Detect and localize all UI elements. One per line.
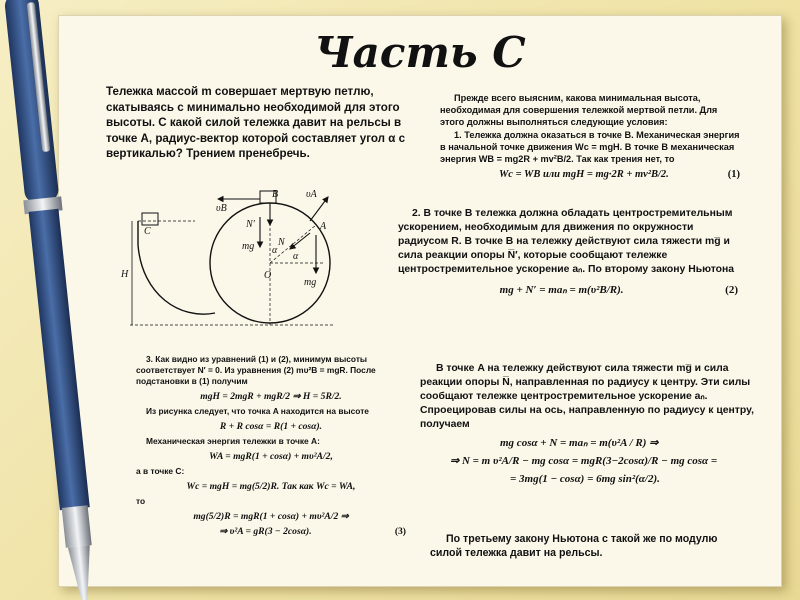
slide-title: Часть С	[314, 28, 526, 77]
step-3-eq-6	[136, 526, 406, 537]
label-normal-b: N′	[246, 219, 255, 230]
step-4-text: В точке A на тележку действуют сила тяжести mg̅ и сила реакции опоры N̅, направленная по радиусу к центру. Эти силы сообщают тележке центростремительное ускорение aₙ. Спроецировав силы на ось, направленную по радиусу к центру, получаем	[420, 363, 754, 430]
step-3-eq-3: WA = mgR(1 + cosα) + mυ²A/2,	[209, 451, 333, 462]
step-3-eq-1: mgH = 2mgR + mgR/2 ⇒ H = 5R/2.	[200, 391, 342, 402]
equation-1	[440, 169, 740, 181]
label-h: H	[121, 269, 129, 280]
pen-barrel	[29, 209, 90, 510]
step-3-text-1: 3. Как видно из уравнений (1) и (2), минимум высоты соответствует N′ = 0. Из уравнения (2) mυ²B = mgR. После подстановки в (1) получим	[136, 354, 376, 386]
step-3-text-4: а в точке C:	[136, 466, 185, 476]
label-angle-1: α	[272, 245, 278, 256]
equation-2	[398, 283, 738, 297]
step-3-eq-2: R + R cosα = R(1 + cosα).	[219, 421, 323, 432]
label-vel-a: υA	[306, 189, 317, 200]
pen-grip	[62, 505, 92, 547]
solution-intro: Прежде всего выясним, какова минимальная высота, необходимая для совершения тележкой мертвой петли. Для этого должны выполняться следующие условия:	[440, 93, 718, 128]
label-weight-b: mg	[242, 241, 255, 252]
normal-a-arrow	[290, 233, 310, 249]
step-4-eq-3: = 3mg(1 − cosα) = 6mg sin²(α/2).	[510, 473, 660, 485]
cart-c	[142, 213, 158, 225]
pen-decoration	[0, 0, 140, 600]
step-4-block	[420, 362, 755, 490]
step-3-eq-4: Wc = mgH = mg(5/2)R. Так как Wc = WA,	[186, 481, 356, 492]
equation-1-text: Wc = WB или mgH = mg·2R + mv²B/2.	[498, 169, 669, 181]
solution-conditions	[440, 92, 740, 183]
label-a: A	[320, 221, 327, 232]
label-angle-2: α	[293, 251, 299, 262]
step-3-text-2: Из рисунка следует, что точка A находится на высоте	[146, 406, 369, 416]
problem-statement	[106, 84, 424, 162]
label-b: B	[272, 189, 279, 200]
pen-tip	[68, 545, 96, 600]
step-4-eq-1: mg cosα + N = maₙ = m(υ²A / R) ⇒	[500, 437, 659, 449]
label-vel-b: υB	[216, 203, 227, 214]
step-3-eq-5: mg(5/2)R = mgR(1 + cosα) + mυ²A/2 ⇒	[193, 511, 349, 522]
conclusion-text: По третьему закону Ньютона с такой же по модулю силой тележка давит на рельсы.	[430, 533, 718, 559]
step-3-text-5: то	[136, 496, 146, 506]
equation-1-number: (1)	[727, 169, 740, 181]
label-normal-a: N	[278, 237, 285, 248]
problem-text: Тележка массой m совершает мертвую петлю, скатываясь с минимально необходимой для этого высоты. С какой силой тележка давит на рельсы в точке А, радиус-вектор которой составляет угол α с вертикалью? Трением пренебречь.	[106, 85, 406, 161]
step-4-eq-2: ⇒ N = m υ²A/R − mg cosα = mgR(3−2cosα)/R − mg cosα =	[450, 455, 718, 467]
equation-2-number: (2)	[725, 284, 738, 296]
label-c: C	[144, 226, 151, 237]
equation-3-number: (3)	[394, 526, 406, 537]
step-3-eq-6-text: ⇒ υ²A = gR(3 − 2cosα).	[219, 526, 312, 537]
label-weight-a: mg	[304, 277, 317, 288]
equation-2-text: mg + N′ = maₙ = m(υ²B/R).	[499, 284, 624, 296]
step-3-text-3: Механическая энергия тележки в точке A:	[146, 436, 320, 446]
label-o: O	[264, 270, 272, 281]
conclusion-block	[430, 532, 750, 560]
condition-2: 2. В точке B тележка должна обладать центростремительным ускорением, необходимым для движения по окружности радиусом R. В точке B на тележку действуют сила тяжести mg̅ и сила реакции опоры N̅′, которые сообщают тележке центростремительное ускорение aₙ. По второму закону Ньютона	[398, 208, 735, 275]
condition-1: 1. Тележка должна оказаться в точке B. Механическая энергия в начальной точке движения Wc = mgH. В точке B механическая энергия WB = mg2R + mv²B/2. Так как трения нет, то	[440, 129, 740, 165]
velocity-a-arrow	[310, 197, 328, 221]
loop-diagram	[120, 185, 340, 335]
condition-2-block	[398, 207, 738, 303]
step-3-block	[136, 354, 406, 541]
